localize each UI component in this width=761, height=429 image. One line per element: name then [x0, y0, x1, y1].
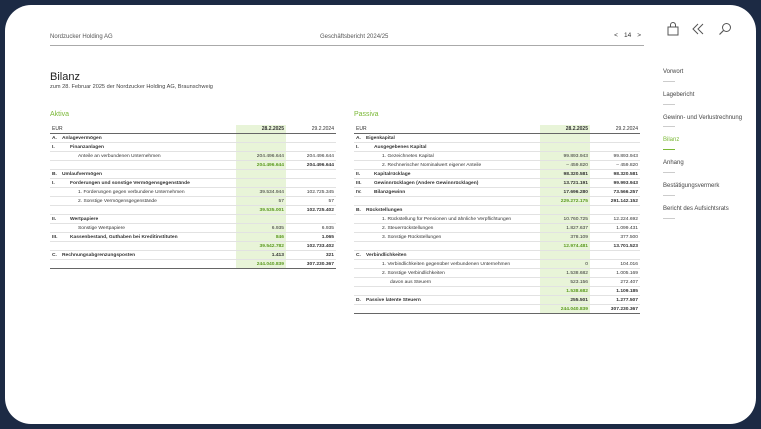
current-year-value: 378.109 — [540, 233, 590, 242]
prior-year-value: 57 — [286, 197, 336, 206]
prior-year-value: 12.224.692 — [590, 215, 640, 224]
table-row — [354, 224, 640, 233]
current-year-value: 846 — [236, 233, 286, 242]
row-label: Wertpapiere — [60, 215, 236, 224]
page-number: 14 — [623, 32, 632, 39]
row-label: 2. Sonstige Vermögensgegenstände — [60, 197, 236, 206]
row-key — [354, 233, 364, 242]
table-row — [354, 215, 640, 224]
row-key — [354, 269, 364, 278]
row-key — [50, 188, 60, 197]
current-year-value: 13.721.191 — [540, 179, 590, 188]
nav-item-label: Bericht des Aufsichtsrats — [663, 205, 729, 212]
company-name: Nordzucker Holding AG — [50, 34, 113, 40]
row-key: A. — [50, 134, 60, 143]
row-key — [354, 224, 364, 233]
current-year-value: 39.534.944 — [236, 188, 286, 197]
prior-year-value: 272.407 — [590, 278, 640, 287]
prior-year-value: 102.725.402 — [286, 206, 336, 215]
report-title: Geschäftsbericht 2024/25 — [320, 34, 389, 40]
current-year-value: 1.538.682 — [540, 269, 590, 278]
row-key: B. — [50, 170, 60, 179]
current-year-value: 39.535.001 — [236, 206, 286, 215]
row-label — [60, 206, 236, 215]
table-row — [50, 152, 336, 161]
row-label: 1. Rückstellung für Pensionen und ähnliche Verpflichtungen — [364, 215, 540, 224]
nav-item[interactable] — [663, 160, 753, 173]
prior-year-value: 6.935 — [286, 224, 336, 233]
table-row — [50, 161, 336, 170]
aktiva-title: Aktiva — [50, 111, 70, 118]
row-key — [50, 152, 60, 161]
row-label — [60, 242, 236, 251]
prior-year-value: – 459.820 — [590, 161, 640, 170]
prior-year-value: 1.005.169 — [590, 269, 640, 278]
nav-item-underline — [663, 104, 675, 105]
table-row — [354, 143, 640, 152]
row-label: Eigenkapital — [364, 134, 540, 143]
current-year-value: 523.156 — [540, 278, 590, 287]
prior-year-value: 204.496.644 — [286, 152, 336, 161]
current-year-value — [540, 251, 590, 260]
nav-item[interactable] — [663, 183, 753, 196]
table-row — [354, 278, 640, 287]
passiva-table — [354, 125, 640, 314]
table-row — [50, 143, 336, 152]
current-year-value: – 459.820 — [540, 161, 590, 170]
table-row — [354, 242, 640, 251]
nav-item[interactable] — [663, 206, 753, 219]
row-key — [50, 224, 60, 233]
prior-year-value: 104.016 — [590, 260, 640, 269]
nav-item-underline — [663, 172, 675, 173]
table-row — [354, 260, 640, 269]
prior-year-value — [286, 215, 336, 224]
current-year-value: 12.974.481 — [540, 242, 590, 251]
nav-item-underline — [663, 81, 675, 82]
current-year-value — [236, 143, 286, 152]
prior-year-value: 98.320.581 — [590, 170, 640, 179]
table-row — [50, 206, 336, 215]
row-key: I. — [50, 143, 60, 152]
table-row — [354, 287, 640, 296]
prior-year-value — [590, 206, 640, 215]
side-navigation — [663, 69, 753, 229]
document-page — [5, 5, 756, 424]
prior-year-header: 29.2.2024 — [286, 125, 336, 134]
table-row — [354, 161, 640, 170]
table-row — [50, 242, 336, 251]
page-navigator — [611, 32, 644, 39]
prior-year-value: 99.893.943 — [590, 152, 640, 161]
current-year-value: 204.496.644 — [236, 152, 286, 161]
nav-item-label: Vorwort — [663, 69, 684, 75]
prior-year-value: 307.230.367 — [590, 305, 640, 314]
current-year-value: 244.040.839 — [540, 305, 590, 314]
row-label: Passive latente Steuern — [364, 296, 540, 305]
prior-year-value — [590, 251, 640, 260]
row-key — [354, 215, 364, 224]
prior-year-value: 102.725.345 — [286, 188, 336, 197]
nav-item-label: Gewinn- und Verlustrechnung — [663, 114, 743, 121]
row-label: 1. Gezeichnetes Kapital — [364, 152, 540, 161]
row-label: davon aus Steuern — [364, 278, 540, 287]
row-key — [354, 278, 364, 287]
row-key — [50, 161, 60, 170]
row-key: IV. — [354, 188, 364, 197]
row-label: 2. Steuerrückstellungen — [364, 224, 540, 233]
current-year-header: 28.2.2025 — [540, 125, 590, 134]
passiva-title: Passiva — [354, 111, 379, 118]
table-row — [354, 170, 640, 179]
table-row — [50, 188, 336, 197]
nav-item-underline — [663, 126, 675, 127]
row-key: B. — [354, 206, 364, 215]
current-year-value: 244.040.839 — [236, 260, 286, 269]
current-year-value: 1.538.682 — [540, 287, 590, 296]
row-key — [354, 287, 364, 296]
row-label — [60, 161, 236, 170]
prior-year-value: 73.566.257 — [590, 188, 640, 197]
nav-item-label: Lagebericht — [663, 91, 695, 98]
row-key: C. — [50, 251, 60, 260]
prior-year-value: 321 — [286, 251, 336, 260]
current-year-value: 10.760.725 — [540, 215, 590, 224]
row-key: II. — [354, 170, 364, 179]
row-label: Bilanzgewinn — [364, 188, 540, 197]
row-key — [354, 152, 364, 161]
current-year-value: 17.696.280 — [540, 188, 590, 197]
current-year-header: 28.2.2025 — [236, 125, 286, 134]
row-key — [50, 242, 60, 251]
nav-item-label: Bilanz — [663, 137, 680, 144]
row-label: Verbindlichkeiten — [364, 251, 540, 260]
nav-item-underline — [663, 195, 675, 196]
row-label: 2. Sonstige Verbindlichkeiten — [364, 269, 540, 278]
current-year-value: 1.413 — [236, 251, 286, 260]
prior-year-value: 307.230.367 — [286, 260, 336, 269]
prior-year-value — [286, 143, 336, 152]
prior-year-value: 99.993.943 — [590, 179, 640, 188]
row-label: Rechnungsabgrenzungsposten — [60, 251, 236, 260]
current-year-value — [236, 134, 286, 143]
row-key: III. — [354, 179, 364, 188]
prior-year-value: 1.065 — [286, 233, 336, 242]
table-row — [50, 134, 336, 143]
toolbar — [665, 21, 745, 43]
nav-item[interactable] — [663, 92, 753, 105]
table-row — [50, 179, 336, 188]
row-label — [364, 242, 540, 251]
page-subtitle: zum 28. Februar 2025 der Nordzucker Holding AG, Braunschweig — [50, 84, 213, 90]
search-icon[interactable] — [717, 21, 735, 39]
nav-item-label: Bestätigungsvermerk — [663, 182, 720, 189]
prior-year-value: 102.733.402 — [286, 242, 336, 251]
row-key: I. — [50, 179, 60, 188]
nav-item[interactable] — [663, 137, 753, 150]
current-year-value: 6.935 — [236, 224, 286, 233]
current-year-value — [540, 134, 590, 143]
table-row — [50, 197, 336, 206]
row-key: III. — [50, 233, 60, 242]
nav-item[interactable] — [663, 69, 753, 82]
row-key — [354, 197, 364, 206]
table-row — [354, 188, 640, 197]
current-year-value: 57 — [236, 197, 286, 206]
row-key: II. — [50, 215, 60, 224]
row-label — [364, 197, 540, 206]
table-row — [354, 197, 640, 206]
row-label — [60, 260, 236, 269]
prior-year-value: 13.701.523 — [590, 242, 640, 251]
row-label: 2. Rechnerischer Nominalwert eigener Anteile — [364, 161, 540, 170]
prior-year-value — [286, 179, 336, 188]
row-key — [50, 206, 60, 215]
table-row — [50, 215, 336, 224]
current-year-value: 229.272.175 — [540, 197, 590, 206]
double-chevron-left-icon[interactable] — [690, 21, 708, 39]
prior-year-value — [286, 134, 336, 143]
shopping-bag-icon[interactable] — [665, 21, 683, 39]
row-label: Forderungen und sonstige Vermögensgegenstände — [60, 179, 236, 188]
row-label: Anteile an verbundenen Unternehmen — [60, 152, 236, 161]
row-key — [354, 305, 364, 314]
prior-year-value — [590, 143, 640, 152]
table-row — [354, 233, 640, 242]
current-year-value: 0 — [540, 260, 590, 269]
current-year-value — [540, 143, 590, 152]
table-row — [50, 224, 336, 233]
prior-year-value: 204.496.644 — [286, 161, 336, 170]
table-header-row — [354, 125, 640, 134]
prior-year-value: 291.142.152 — [590, 197, 640, 206]
row-key: D. — [354, 296, 364, 305]
table-row — [354, 305, 640, 314]
current-year-value: 99.893.943 — [540, 152, 590, 161]
nav-item-underline — [663, 218, 675, 219]
table-row — [354, 251, 640, 260]
row-label — [364, 287, 540, 296]
table-row — [50, 260, 336, 269]
current-year-value: 204.496.644 — [236, 161, 286, 170]
prior-year-value: 377.500 — [590, 233, 640, 242]
page-title: Bilanz — [50, 71, 80, 83]
row-key: I. — [354, 143, 364, 152]
table-row — [354, 179, 640, 188]
row-label: 1. Verbindlichkeiten gegenüber verbundenen Unternehmen — [364, 260, 540, 269]
table-row — [354, 134, 640, 143]
current-year-value: 39.542.782 — [236, 242, 286, 251]
row-key — [50, 260, 60, 269]
row-label: Rückstellungen — [364, 206, 540, 215]
current-year-value — [236, 215, 286, 224]
page-header — [50, 32, 644, 45]
table-row — [354, 269, 640, 278]
header-rule — [50, 45, 644, 46]
row-label: 3. Sonstige Rückstellungen — [364, 233, 540, 242]
unit-label: EUR — [354, 125, 540, 134]
current-year-value — [236, 179, 286, 188]
table-row — [354, 296, 640, 305]
prior-year-value: 1.099.431 — [590, 224, 640, 233]
row-label: Sonstige Wertpapiere — [60, 224, 236, 233]
current-year-value: 255.501 — [540, 296, 590, 305]
row-label: Anlagevermögen — [60, 134, 236, 143]
table-row — [354, 152, 640, 161]
row-label: Ausgegebenes Kapital — [364, 143, 540, 152]
row-key — [50, 197, 60, 206]
table-header-row — [50, 125, 336, 134]
prior-year-value — [286, 170, 336, 179]
row-label: Kassenbestand, Guthaben bei Kreditinstituten — [60, 233, 236, 242]
row-label: Umlaufvermögen — [60, 170, 236, 179]
prior-year-value: 1.109.185 — [590, 287, 640, 296]
prev-page-button[interactable]: < — [614, 32, 618, 39]
unit-label: EUR — [50, 125, 236, 134]
table-row — [354, 206, 640, 215]
row-key: A. — [354, 134, 364, 143]
row-label: Gewinnrücklagen (Andere Gewinnrücklagen) — [364, 179, 540, 188]
current-year-value: 98.320.581 — [540, 170, 590, 179]
row-label — [364, 305, 540, 314]
current-year-value — [540, 206, 590, 215]
row-label: 1. Forderungen gegen verbundene Unternehmen — [60, 188, 236, 197]
row-key: C. — [354, 251, 364, 260]
current-year-value: 1.827.637 — [540, 224, 590, 233]
row-label: Kapitalrücklage — [364, 170, 540, 179]
nav-item-underline — [663, 149, 675, 150]
prior-year-value: 1.277.507 — [590, 296, 640, 305]
current-year-value — [236, 170, 286, 179]
row-key — [354, 260, 364, 269]
aktiva-table — [50, 125, 336, 269]
row-label: Finanzanlagen — [60, 143, 236, 152]
nav-item[interactable] — [663, 115, 753, 128]
table-row — [50, 170, 336, 179]
nav-item-label: Anhang — [663, 160, 684, 167]
next-page-button[interactable]: > — [637, 32, 641, 39]
table-row — [50, 233, 336, 242]
prior-year-header: 29.2.2024 — [590, 125, 640, 134]
table-row — [50, 251, 336, 260]
row-key — [354, 242, 364, 251]
prior-year-value — [590, 134, 640, 143]
row-key — [354, 161, 364, 170]
